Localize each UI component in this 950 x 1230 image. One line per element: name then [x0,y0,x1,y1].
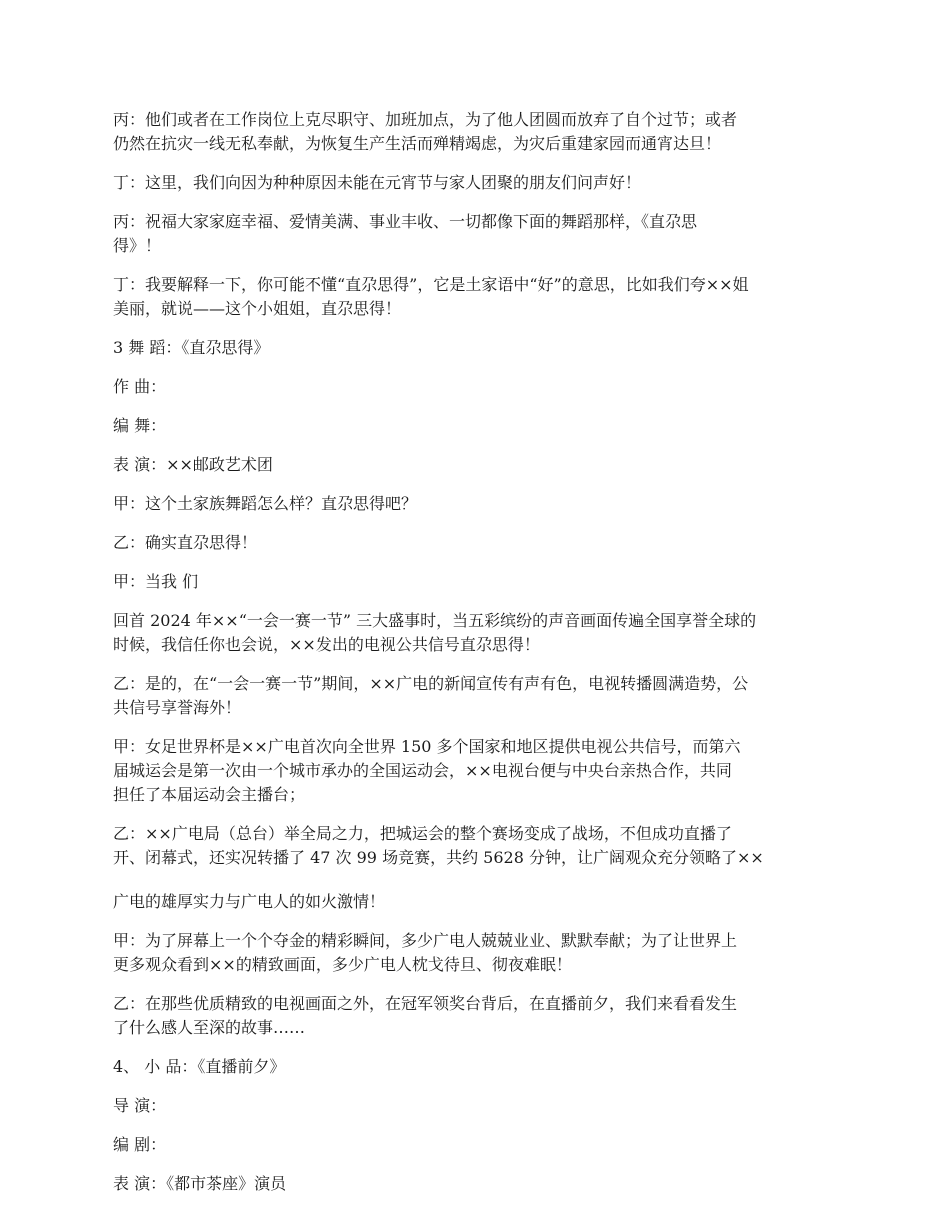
credit-performer [113,453,843,477]
text-line: 表 演：《都市茶座》演员 [113,1174,287,1193]
text-line: 担任了本届运动会主播台； [113,785,306,804]
text-line: 丁：这里，我们向因为种种原因未能在元宵节与家人团聚的朋友们问声好！ [113,173,642,192]
credit-composer [113,375,843,399]
text-line: 乙：确实直尕思得！ [113,533,258,552]
text-line: 时候，我信任你也会说，××发出的电视公共信号直尕思得！ [113,635,540,654]
text-line: 丙：他们或者在工作岗位上克尽职守、加班加点，为了他人团圆而放弃了自个过节；或者 [113,110,738,129]
text-line: 编 剧： [113,1135,167,1154]
text-line: 导 演： [113,1096,167,1115]
text-line: 甲：女足世界杯是××广电首次向全世界 150 多个国家和地区提供电视公共信号，而第六 [113,737,741,756]
text-line: 丁：我要解释一下，你可能不懂“直尕思得”，它是土家语中“好”的意思，比如我们夸××姐 [113,275,749,294]
text-line: 美丽，就说——这个小姐姐，直尕思得！ [113,299,402,318]
section-heading-dance [113,336,843,360]
paragraph-14 [113,735,843,807]
paragraph-13 [113,672,843,720]
text-line: 届城运会是第一次由一个城市承办的全国运动会，××电视台便与中央台亲热合作，共同 [113,761,732,780]
document-page [113,108,843,1211]
text-line: 编 舞： [113,416,167,435]
text-line: 作 曲： [113,377,167,396]
text-line: 表 演：××邮政艺术团 [113,455,273,474]
paragraph-16 [113,890,843,914]
paragraph-1 [113,108,843,156]
paragraph-12 [113,609,843,657]
paragraph-2 [113,171,843,195]
paragraph-9 [113,492,843,516]
paragraph-10 [113,531,843,555]
paragraph-4 [113,273,843,321]
text-line: 乙：在那些优质精致的电视画面之外，在冠军领奖台背后，在直播前夕，我们来看看发生 [113,994,738,1013]
text-line: 回首 2024 年××“一会一赛一节” 三大盛事时，当五彩缤纷的声音画面传遍全国享誉全球的 [113,611,757,630]
text-line: 广电的雄厚实力与广电人的如火激情！ [113,892,386,911]
text-line: 甲：当我 们 [113,572,199,591]
credit-cast [113,1172,843,1196]
text-line: 开、闭幕式，还实况转播了 47 次 99 场竞赛，共约 5628 分钟，让广阔观众充分领略了×× [113,848,764,867]
text-line: 共信号享誉海外！ [113,698,242,717]
credit-screenwriter [113,1133,843,1157]
text-line: 更多观众看到××的精致画面，多少广电人枕戈待旦、彻夜难眠！ [113,955,572,974]
credit-choreographer [113,414,843,438]
paragraph-11 [113,570,843,594]
text-line: 4、 小 品：《直播前夕》 [113,1057,286,1076]
text-line: 甲：这个土家族舞蹈怎么样？直尕思得吧？ [113,494,418,513]
text-line: 3 舞 蹈：《直尕思得》 [113,338,270,357]
paragraph-18 [113,992,843,1040]
text-line: 乙：是的，在“一会一赛一节”期间，××广电的新闻宣传有声有色，电视转播圆满造势，公 [113,674,749,693]
text-line: 仍然在抗灾一线无私奉献，为恢复生产生活而殚精竭虑，为灾后重建家园而通宵达旦！ [113,134,722,153]
paragraph-15 [113,822,843,870]
text-line: 甲：为了屏幕上一个个夺金的精彩瞬间，多少广电人兢兢业业、默默奉献；为了让世界上 [113,931,738,950]
paragraph-17 [113,929,843,977]
text-line: 了什么感人至深的故事…… [113,1018,306,1037]
text-line: 乙：××广电局（总台）举全局之力，把城运会的整个赛场变成了战场，不但成功直播了 [113,824,732,843]
section-heading-skit [113,1055,843,1079]
paragraph-3 [113,210,843,258]
text-line: 得》！ [113,236,162,255]
text-line: 丙：祝福大家家庭幸福、爱情美满、事业丰收、一切都像下面的舞蹈那样，《直尕思 [113,212,698,231]
credit-director [113,1094,843,1118]
